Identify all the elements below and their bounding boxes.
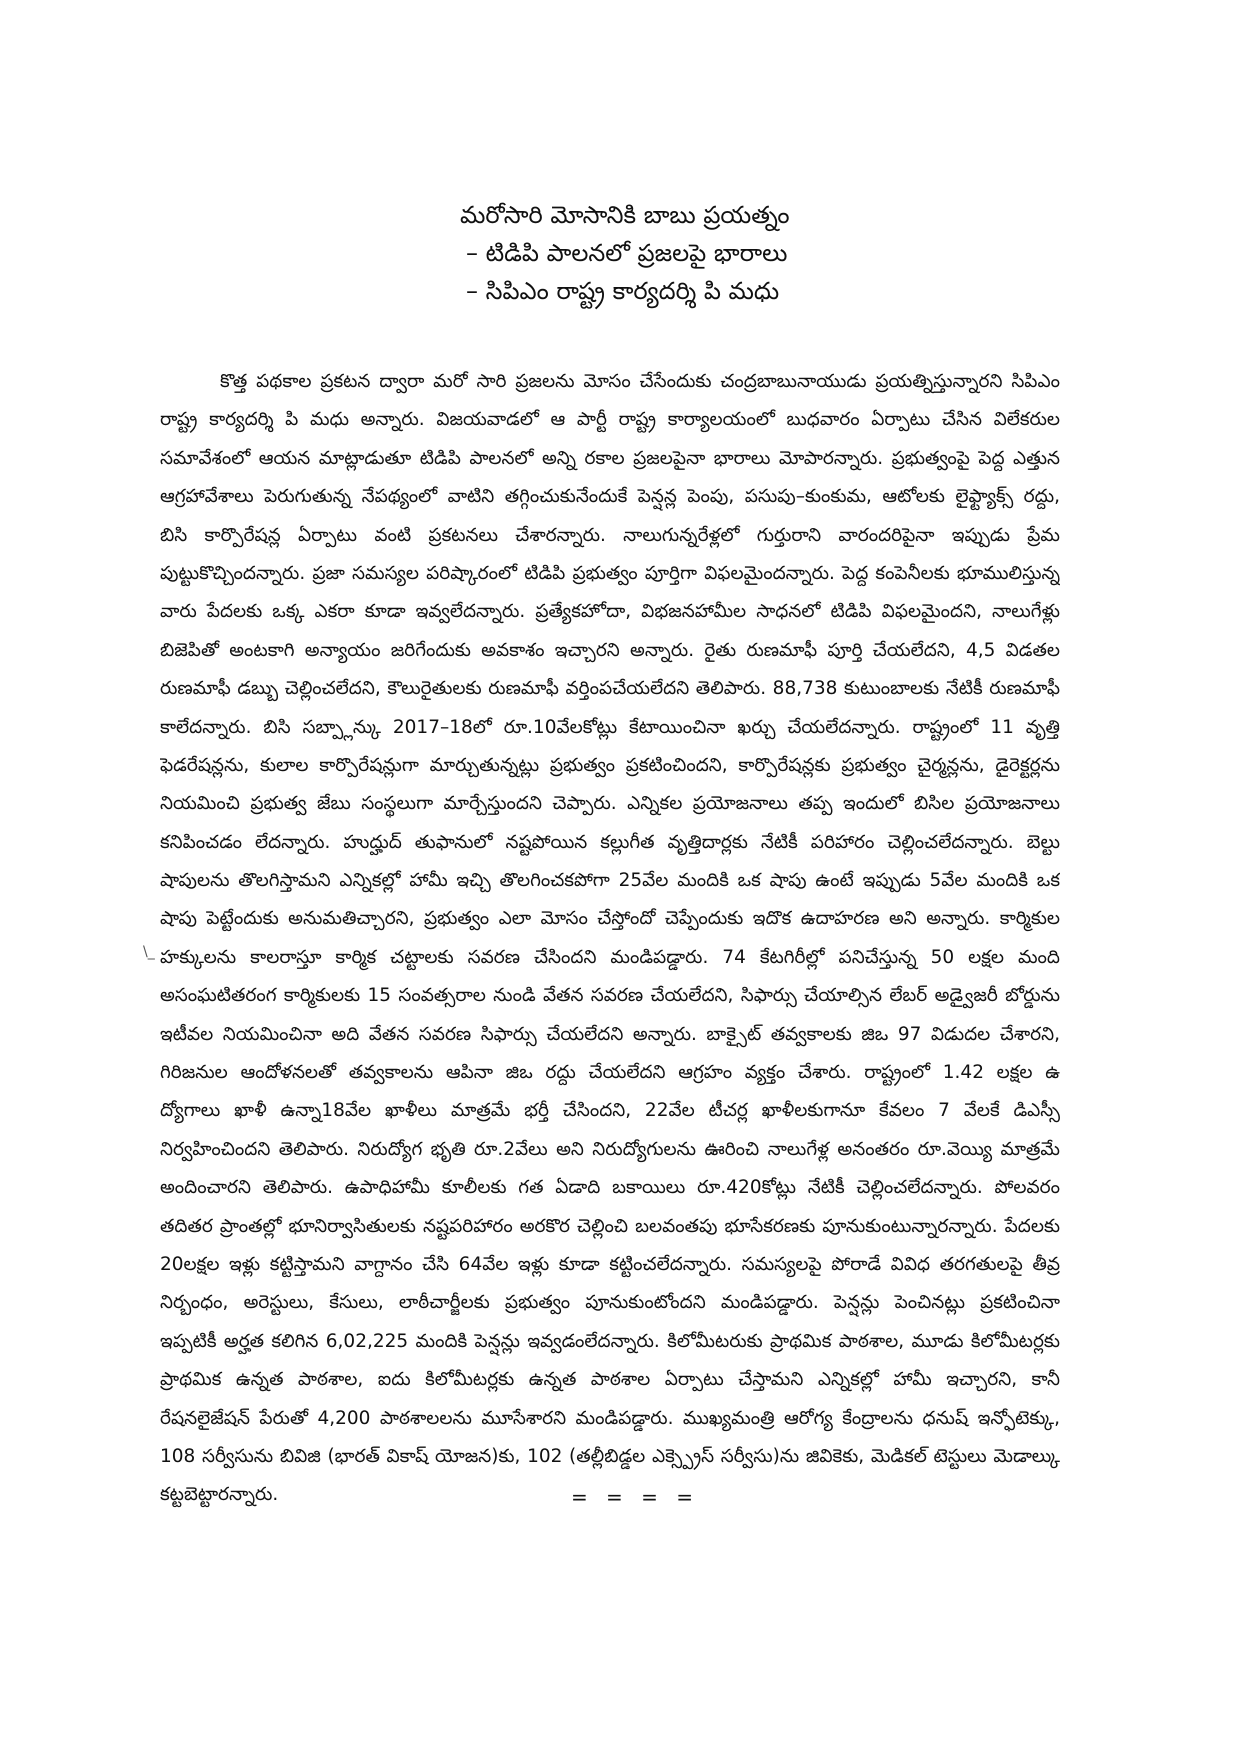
headline-title: మరోసారి మోసానికి బాబు ప్రయత్నం	[460, 201, 790, 229]
article-body	[160, 363, 1060, 1515]
body-line: ఆగ్రహావేశాలు పెరుగుతున్న నేపథ్యంలో వాటిని తగ్గించుకునేందుకే పెన్షన్ల పెంపు, పసుపు–కుంకుమ, ఆటోలకు లైఫ్ట్యాక్స్ రద్దు,	[160, 486, 1060, 508]
body-line: సమావేశంలో ఆయన మాట్లాడుతూ టిడిపి పాలనలో అన్ని రకాల ప్రజలపైనా భారాలు మోపారన్నారు. ప్రభుత్వంపై పెద్ద ఎత్తున	[160, 447, 1060, 469]
body-line: బిజెపితో అంటకాగి అన్యాయం జరిగేందుకు అవకాశం ఇచ్చారని అన్నారు. రైతు రుణమాఫీ పూర్తి చేయలేదని, 4,5 విడతల	[160, 639, 1060, 661]
body-line: కట్టబెట్టారన్నారు.	[160, 1484, 279, 1506]
headline-subtitle-2: – సిపిఎం రాష్ట్ర కార్యదర్శి పి మధు	[466, 277, 780, 305]
body-line: తదితర ప్రాంతల్లో భూనిర్వాసితులకు నష్టపరిహారం అరకొర చెల్లించి బలవంతపు భూసేకరణకు పూనుకుంటున్నారన్నారు. పేదలకు	[160, 1215, 1060, 1237]
body-line: అందించారని తెలిపారు. ఉపాధిహామీ కూలీలకు గత ఏడాది బకాయిలు రూ.420కోట్లు నేటికీ చెల్లించలేదన్నారు. పోలవరం	[160, 1177, 1060, 1199]
body-line: కాలేదన్నారు. బిసి సబ్ప్లాన్కు 2017–18లో రూ.10వేలకోట్లు కేటాయించినా ఖర్చు చేయలేదన్నారు. రాష్ట్రంలో 11 వృత్తి	[160, 716, 1060, 738]
body-line: ఇటీవల నియమించినా అది వేతన సవరణ సిఫార్సు చేయలేదని అన్నారు. బాక్సైట్ తవ్వకాలకు జిఒ 97 విడుదల చేశారని,	[160, 1023, 1060, 1045]
headline-block	[460, 196, 940, 310]
body-line: హక్కులను కాలరాస్తూ కార్మిక చట్టాలకు సవరణ చేసిందని మండిపడ్డారు. 74 కేటగిరీల్లో పనిచేస్తున్న 50 లక్షల మంది	[160, 946, 1060, 968]
body-line: కొత్త పథకాల ప్రకటన ద్వారా మరో సారి ప్రజలను మోసం చేసేందుకు చంద్రబాబునాయుడు ప్రయత్నిస్తున్నారని సిపిఎం	[220, 371, 1060, 392]
body-line: నిర్వహించిందని తెలిపారు. నిరుద్యోగ భృతి రూ.2వేలు అని నిరుద్యోగులను ఊరించి నాలుగేళ్ల అనంతరం రూ.వెయ్యి మాత్రమే	[160, 1138, 1060, 1160]
body-line: పుట్టుకొచ్చిందన్నారు. ప్రజా సమస్యల పరిష్కారంలో టిడిపి ప్రభుత్వం పూర్తిగా విఫలమైందన్నారు. పెద్ద కంపెనీలకు భూములిస్తున్న	[160, 562, 1060, 584]
body-line: ఫెడరేషన్లను, కులాల కార్పొరేషన్లుగా మార్చుతున్నట్లు ప్రభుత్వం ప్రకటించిందని, కార్పొరేషన్లకు ప్రభుత్వం చైర్మన్లను, డైరెక్టర్లను	[160, 754, 1060, 776]
body-line: ప్రాథమిక ఉన్నత పాఠశాల, ఐదు కిలోమీటర్లకు ఉన్నత పాఠశాల ఏర్పాటు చేస్తామని ఎన్నికల్లో హామీ ఇచ్చారని, కానీ	[160, 1369, 1060, 1391]
body-line: రుణమాఫీ డబ్బు చెల్లించలేదని, కౌలురైతులకు రుణమాఫీ వర్తింపచేయలేదని తెలిపారు. 88,738 కుటుంబాలకు నేటికీ రుణమాఫీ	[160, 678, 1060, 700]
end-of-article-mark: = = = =	[570, 1485, 700, 1509]
margin-mark: \_	[143, 944, 155, 960]
body-line: ఇప్పటికీ అర్హత కలిగిన 6,02,225 మందికి పెన్షన్లు ఇవ్వడంలేదన్నారు. కిలోమీటరుకు ప్రాథమిక పాఠశాల, మూడు కిలోమీటర్లకు	[160, 1330, 1060, 1352]
body-line: 108 సర్వీసును బివిజి (భారత్ వికాష్ యోజన)కు, 102 (తల్లీబిడ్డల ఎక్స్ప్రెస్ సర్వీసు)ను జివికెకు, మెడికల్ టెస్టులు మెడాల్కు	[160, 1445, 1060, 1467]
body-line: ద్యోగాలు ఖాళీ ఉన్నా18వేల ఖాళీలు మాత్రమే భర్తీ చేసిందని, 22వేల టీచర్ల ఖాళీలకుగానూ కేవలం 7 వేలకే డిఎస్సీ	[160, 1100, 1060, 1122]
body-line: రాష్ట్ర కార్యదర్శి పి మధు అన్నారు. విజయవాడలో ఆ పార్టీ రాష్ట్ర కార్యాలయంలో బుధవారం ఏర్పాటు చేసిన విలేకరుల	[160, 409, 1060, 431]
body-line: బిసి కార్పొరేషన్ల ఏర్పాటు వంటి ప్రకటనలు చేశారన్నారు. నాలుగున్నరేళ్లలో గుర్తురాని వారందరిపైనా ఇప్పుడు ప్రేమ	[160, 524, 1060, 546]
body-line: గిరిజనుల ఆందోళనలతో తవ్వకాలను ఆపినా జిఒ రద్దు చేయలేదని ఆగ్రహం వ్యక్తం చేశారు. రాష్ట్రంలో 1.42 లక్షల ఉ	[160, 1062, 1060, 1084]
body-line: వారు పేదలకు ఒక్క ఎకరా కూడా ఇవ్వలేదన్నారు. ప్రత్యేకహోదా, విభజనహామీల సాధనలో టిడిపి విఫలమైందని, నాలుగేళ్లు	[160, 601, 1060, 623]
body-line: నియమించి ప్రభుత్వ జేబు సంస్థలుగా మార్చేస్తుందని చెప్పారు. ఎన్నికల ప్రయోజనాలు తప్ప ఇందులో బిసిల ప్రయోజనాలు	[160, 793, 1060, 815]
body-line: రేషనలైజేషన్ పేరుతో 4,200 పాఠశాలలను మూసేశారని మండిపడ్డారు. ముఖ్యమంత్రి ఆరోగ్య కేంద్రాలను ధనుష్ ఇన్ఫోటెక్కు,	[160, 1407, 1060, 1429]
headline-subtitle-1: – టిడిపి పాలనలో ప్రజలపై భారాలు	[466, 239, 788, 267]
body-line: షాపు పెట్టేందుకు అనుమతిచ్చారని, ప్రభుత్వం ఎలా మోసం చేస్తోందో చెప్పేందుకు ఇదొక ఉదాహరణ అని అన్నారు. కార్మికుల	[160, 908, 1060, 930]
body-line: 20లక్షల ఇళ్లు కట్టిస్తామని వాగ్దానం చేసి 64వేల ఇళ్లు కూడా కట్టించలేదన్నారు. సమస్యలపై పోరాడే వివిధ తరగతులపై తీవ్ర	[160, 1253, 1060, 1275]
body-line: షాపులను తొలగిస్తామని ఎన్నికల్లో హామీ ఇచ్చి తొలగించకపోగా 25వేల మందికి ఒక షాపు ఉంటే ఇప్పుడు 5వేల మందికి ఒక	[160, 870, 1060, 892]
body-line: అసంఘటితరంగ కార్మికులకు 15 సంవత్సరాల నుండి వేతన సవరణ చేయలేదని, సిఫార్సు చేయాల్సిన లేబర్ అడ్వైజరీ బోర్డును	[160, 985, 1060, 1007]
body-line: కనిపించడం లేదన్నారు. హుద్హుద్ తుఫానులో నష్టపోయిన కల్లుగీత వృత్తిదార్లకు నేటికీ పరిహారం చెల్లించలేదన్నారు. బెల్టు	[160, 831, 1060, 853]
body-line: నిర్బంధం, అరెస్టులు, కేసులు, లాఠీచార్జీలకు ప్రభుత్వం పూనుకుంటోందని మండిపడ్డారు. పెన్షన్లు పెంచినట్లు ప్రకటించినా	[160, 1292, 1060, 1314]
